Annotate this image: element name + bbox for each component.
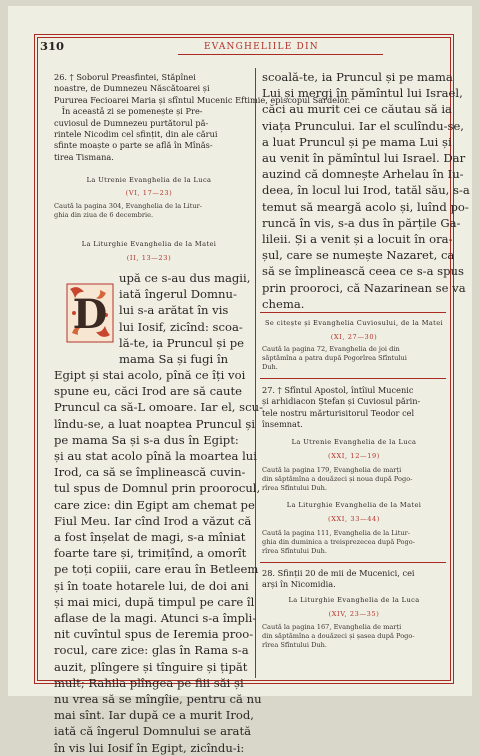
heading-utrenie-luca-27: La Utrenie Evanghelia de la Luca: [291, 438, 417, 446]
entry-27: 27. † Sfîntul Apostol, întîiul Mucenic și arhidiacon Ștefan și Cuviosul părin- tele nostru mărturisitorul Teodor cel însemnat.: [262, 385, 421, 430]
reference-liturghie: (II, 13—23): [126, 254, 172, 262]
gospel-text-right: scoală-te, ia Pruncul și pe mama Lui și mergi în pămîntul lui Israel, căci au murit cei ce căutau să ia viața Pruncului. Iar el sculîndu-se, a luat Pruncul și pe mama Lui și au venit în pămîntul lui Israel. Dar auzind că domnește Arhelau în Iu- deea, în locul lui Irod, tatăl său, s-a temut să meargă acolo și, luînd po- runcă în vis, s-a dus în părțile Ga- lileii. Și a venit și a locuit în ora- șul, care se numește Nazaret, ca să se împlinească ceea ce s-a spus prin prooroci, că Nazarinean se va chema.: [262, 70, 470, 311]
reference-cuviosul: (XI, 27—30): [330, 333, 378, 341]
reference-liturghie-27: (XXI, 33—44): [328, 515, 380, 523]
note-cuviosul: Cautǎ la pagina 72, Evanghelia de joi din săptămîna a patra după Pogorîrea Sfîntului Duh.: [262, 345, 407, 371]
heading-liturghie-matei: La Liturghie Evanghelia de la Matei: [81, 240, 217, 248]
header-rule: [178, 54, 383, 55]
gospel-text-beside-dropcap: upă ce s-au dus magii, iată îngerul Domnu- lui s-a arătat în vis lui Iosif, zicînd: scoa- lă-te, ia Pruncul și pe mama Sa și fugi în: [119, 271, 251, 367]
section-rule: [260, 378, 446, 379]
book-page: [8, 6, 472, 755]
note-utrenie: Cautǎ la pagina 304, Evanghelia de la Litur- ghia din ziua de 6 decembrie.: [54, 202, 203, 219]
reference-liturghie-28: (XIV, 23—35): [328, 610, 380, 618]
heading-utrenie-luca: La Utrenie Evanghelia de la Luca: [86, 176, 212, 184]
entry-26: 26. † Soborul Preasfintei, Stăpînei noastre, de Dumnezeu Născătoarei și Pururea Fecioarei Maria și sfîntul Mucenic Eftimie, episcopul Sardelor. În aceastǎ zi se pomenește și Pre- cuviosul de Dumnezeu purtătorul pă- rintele Nicodim cel sfințit, din ale cărui sfinte moaște o parte se află în Mînăs- tirea Tismana.: [54, 72, 351, 162]
note-liturghie-27: Caută la pagina 111, Evanghelia de la Litur- ghia din duminica a treisprezecea după Pogo- rîrea Sfîntului Duh.: [262, 529, 415, 555]
note-liturghie-28: Caută la pagina 167, Evanghelia de marți din săptămîna a douăzeci și șasea după Pogo- rîrea Sfîntului Duh.: [262, 623, 415, 649]
section-rule: [260, 562, 446, 563]
ornamental-dropcap: [66, 283, 114, 343]
heading-cuviosul-matei: Se citește și Evanghelia Cuviosului, de la Matei: [264, 319, 444, 327]
running-title: EVANGHELIILE DIN: [204, 42, 319, 52]
heading-liturghie-luca-28: La Liturghie Evanghelia de la Luca: [288, 596, 420, 604]
heading-liturghie-matei-27: La Liturghie Evanghelia de la Matei: [286, 501, 422, 509]
reference-utrenie-27: (XXI, 12—19): [328, 452, 380, 460]
page-number: 310: [40, 39, 65, 53]
gospel-text-left: Egipt și stai acolo, pînă ce îți voi spune eu, căci Irod are să caute Pruncul ca să-L omoare. Iar el, scu- lîndu-se, a luat noaptea Pruncul și pe mama Sa și s-a dus în Egipt: și au stat acolo pînă la moartea lui Irod, ca să se împlinească cuvin- tul spus de Domnul prin proorocul, care zice: din Egipt am chemat pe Fiul Meu. Iar cînd Irod a văzut că a fost înșelat de magi, s-a mîniat foarte tare și, trimițînd, a omorît pe toți copiii, care erau în Betleem și în toate hotarele lui, de doi ani și mai mici, după timpul pe care îl aflase de la magi. Atunci s-a împli- nit cuvîntul spus de Ieremia proo- rocul, care zice: glas în Rama s-a auzit, plîngere și tînguire și țipăt mult; Rahila plîngea pe fiii săi și nu vrea să se mîngîie, pentru că nu mai sînt. Iar după ce a murit Irod, iată că îngerul Domnului se arată în vis lui Iosif în Egipt, zicîndu-i:: [54, 368, 264, 755]
reference-utrenie: (VI, 17—23): [125, 189, 173, 197]
entry-28: 28. Sfinții 20 de mii de Mucenici, cei arși în Nicomidia.: [262, 568, 415, 590]
note-utrenie-27: Caută la pagina 179, Evanghelia de marți din săptămîna a douăzeci și noua după Pogo- rîrea Sfîntului Duh.: [262, 466, 413, 492]
dropcap-letter: D: [72, 291, 108, 338]
section-rule: [260, 312, 446, 313]
